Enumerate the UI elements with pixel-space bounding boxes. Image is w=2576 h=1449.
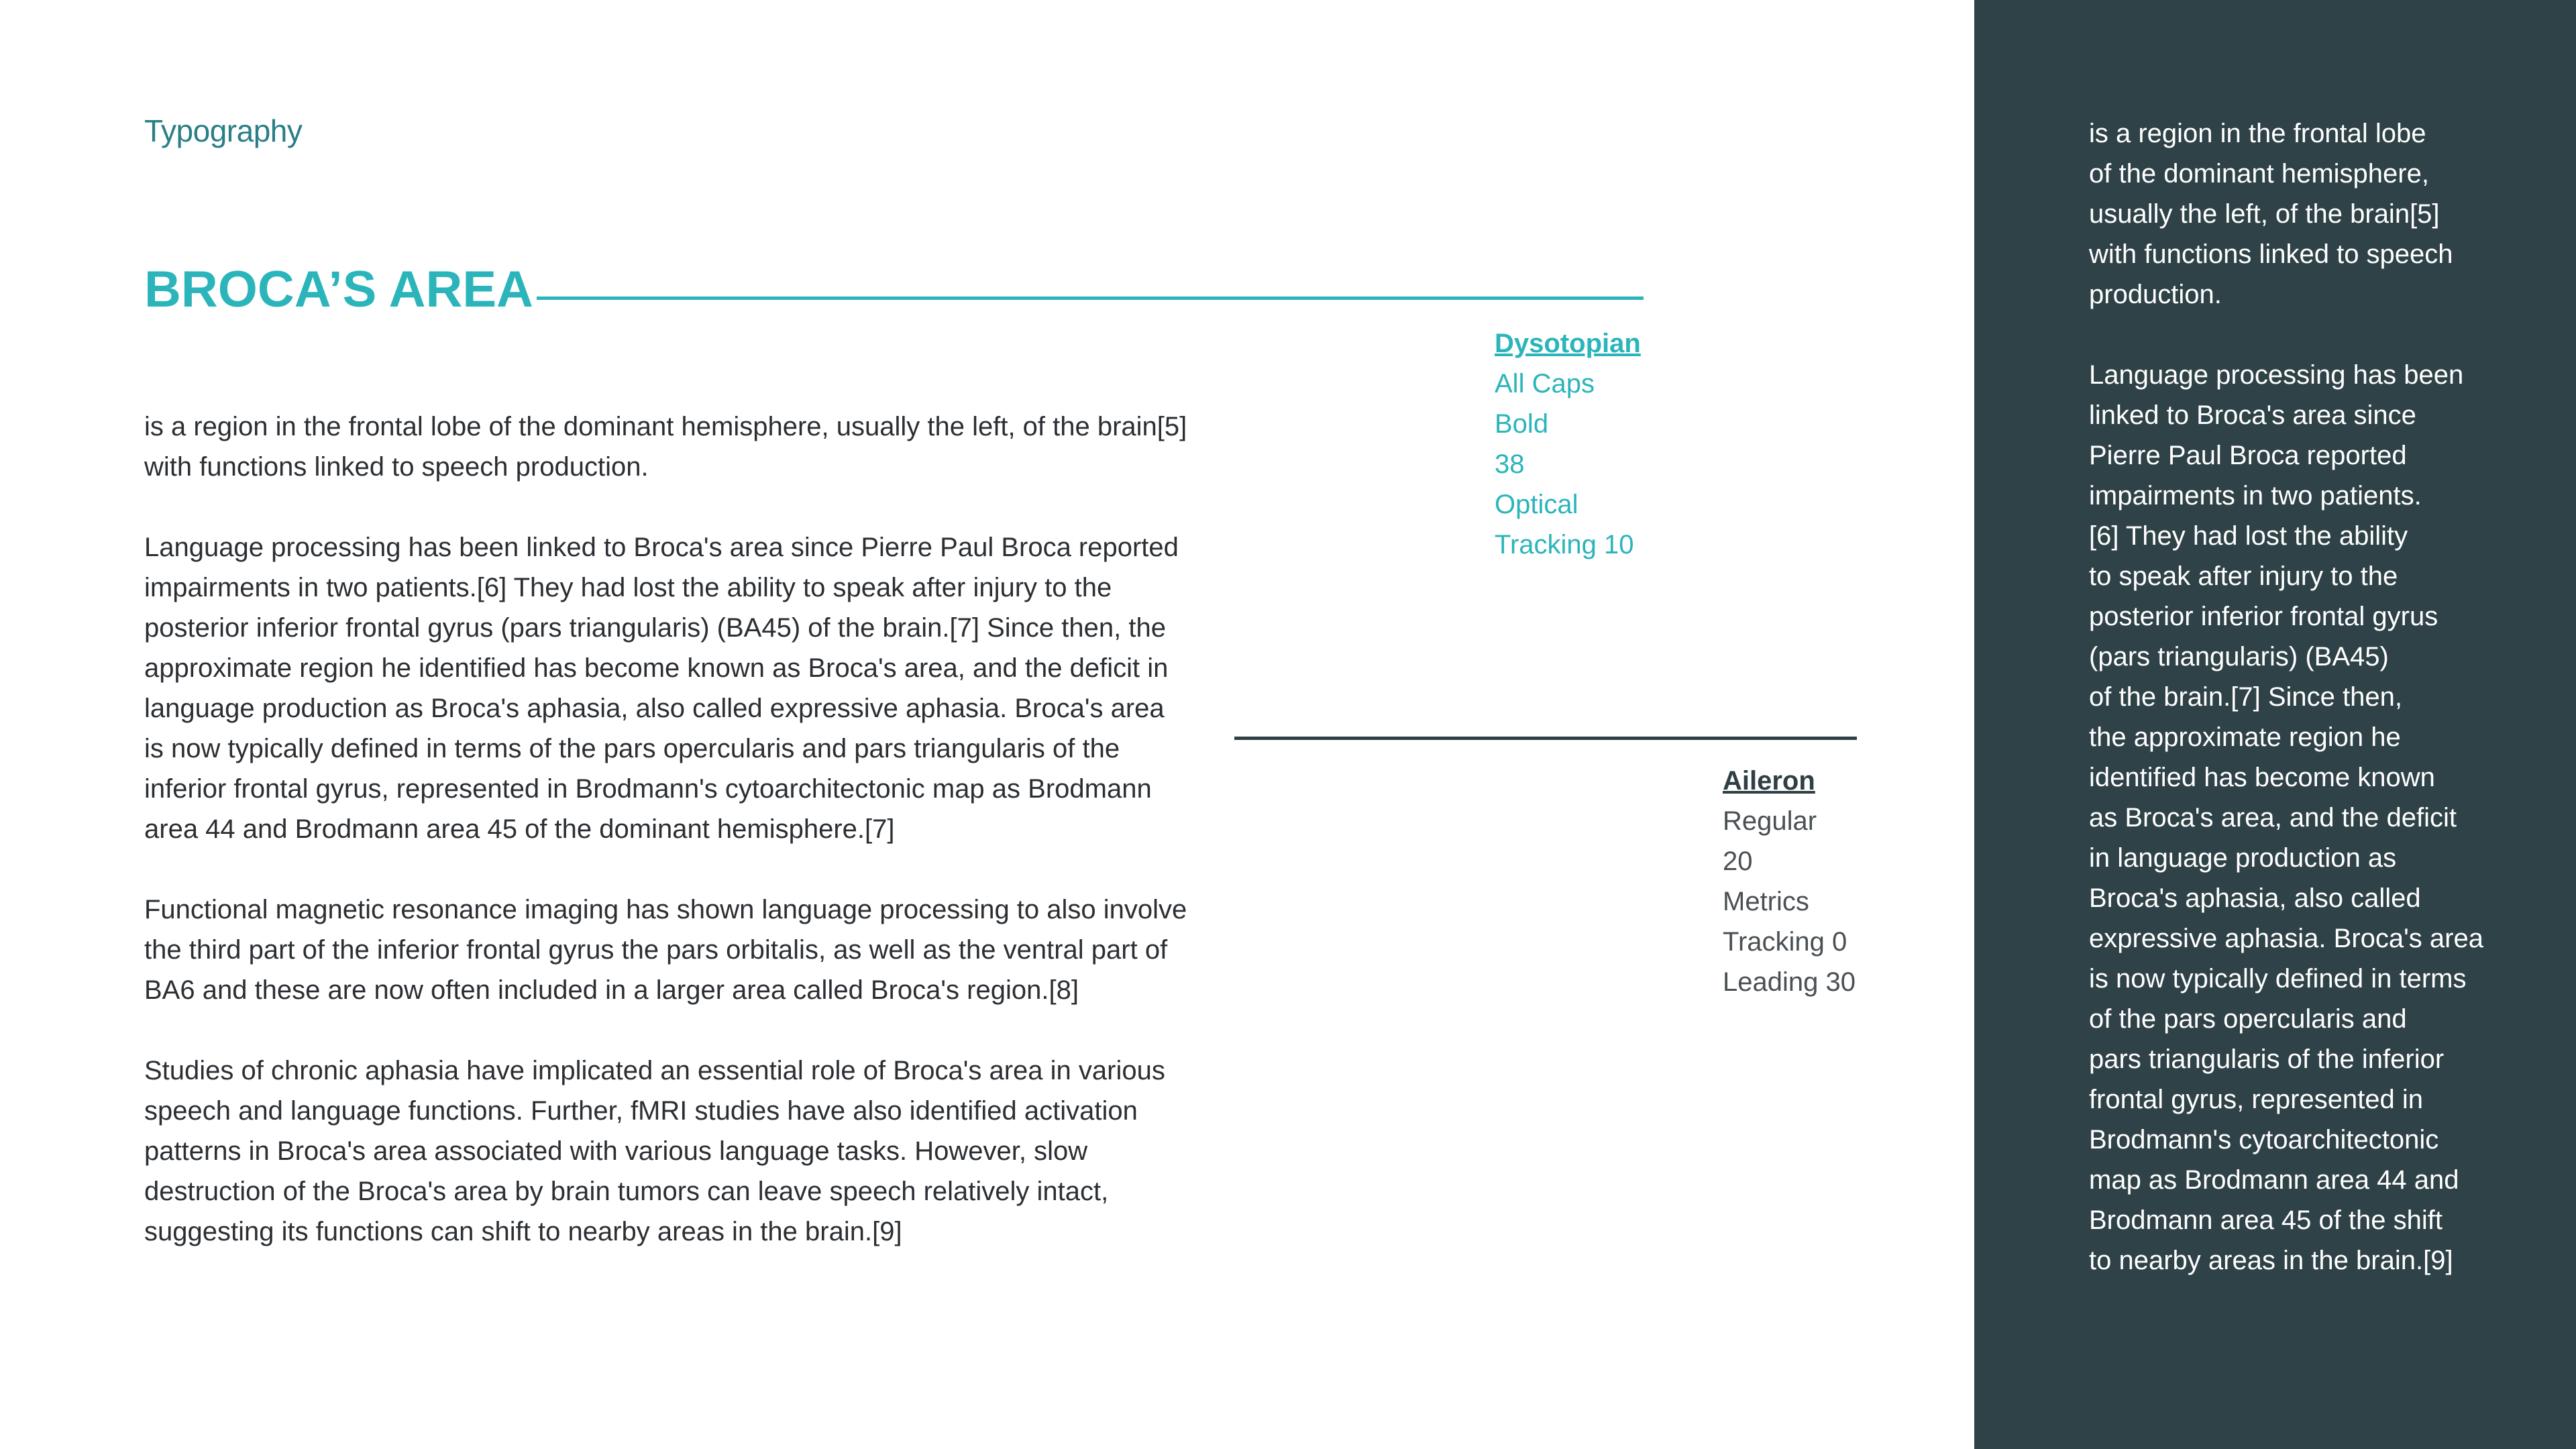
body-font-spec: [1723, 761, 1856, 1002]
side-paragraph-2: [2089, 355, 2572, 1281]
spec-divider: [1234, 737, 1857, 740]
side-line: map as Brodmann area 44 and: [2089, 1165, 2459, 1195]
body-spec-weight: Regular: [1723, 806, 1817, 836]
heading-spec-kerning: Optical: [1495, 490, 1578, 519]
side-line: of the dominant hemisphere,: [2089, 159, 2429, 189]
body-text: [144, 407, 1191, 1292]
heading-font-name: Dysotopian: [1495, 329, 1641, 358]
side-line: expressive aphasia. Broca's area: [2089, 924, 2483, 953]
heading-spec-weight: Bold: [1495, 409, 1549, 439]
side-line: Language processing has been: [2089, 360, 2464, 390]
side-line: pars triangularis of the inferior: [2089, 1044, 2445, 1074]
side-line: the approximate region he: [2089, 722, 2401, 752]
body-paragraph-1: is a region in the frontal lobe of the dominant hemisphere, usually the left, of the brain[5] with functions linked to speech production.: [144, 412, 1187, 482]
side-line: in language production as: [2089, 843, 2397, 873]
heading-spec-size: 38: [1495, 449, 1525, 479]
side-line: Pierre Paul Broca reported: [2089, 441, 2407, 470]
side-line: with functions linked to speech: [2089, 239, 2453, 269]
body-spec-kerning: Metrics: [1723, 887, 1809, 916]
body-paragraph-4: Studies of chronic aphasia have implicated an essential role of Broca's area in various speech and language functions. Further, fMRI studies have also identified activation patterns in Broca's area associated with various language tasks. However, slow destruction of the Broca's area by brain tumors can leave speech relatively intact, suggesting its functions can shift to nearby areas in the brain.[9]: [144, 1056, 1165, 1246]
side-panel-text: [2089, 113, 2572, 1321]
side-line: Broca's aphasia, also called: [2089, 883, 2421, 913]
heading-divider: [537, 297, 1644, 300]
side-line: is a region in the frontal lobe: [2089, 119, 2426, 148]
body-spec-leading: Leading 30: [1723, 967, 1856, 997]
side-line: of the pars opercularis and: [2089, 1004, 2407, 1034]
side-line: as Broca's area, and the deficit: [2089, 803, 2457, 833]
side-line: [6] They had lost the ability: [2089, 521, 2408, 551]
side-line: identified has become known: [2089, 763, 2435, 792]
side-line: Brodmann area 45 of the shift: [2089, 1205, 2443, 1235]
body-paragraph-3: Functional magnetic resonance imaging has shown language processing to also involve the third part of the inferior frontal gyrus the pars orbitalis, as well as the ventral part of BA6 and these are now often included in a larger area called Broca's region.[8]: [144, 895, 1187, 1005]
body-spec-size: 20: [1723, 847, 1753, 876]
section-label: Typography: [144, 113, 303, 148]
side-line: posterior inferior frontal gyrus: [2089, 602, 2438, 631]
page-title: BROCA’S AREA: [144, 261, 533, 318]
heading-spec-case: All Caps: [1495, 369, 1595, 398]
heading-spec-tracking: Tracking 10: [1495, 530, 1634, 559]
side-line: production.: [2089, 280, 2222, 309]
side-line: impairments in two patients.: [2089, 481, 2422, 511]
body-spec-tracking: Tracking 0: [1723, 927, 1847, 957]
side-line: is now typically defined in terms: [2089, 964, 2467, 994]
side-line: to nearby areas in the brain.[9]: [2089, 1246, 2453, 1275]
side-line: of the brain.[7] Since then,: [2089, 682, 2402, 712]
side-paragraph-1: [2089, 113, 2572, 315]
side-line: usually the left, of the brain[5]: [2089, 199, 2440, 229]
side-line: frontal gyrus, represented in: [2089, 1085, 2424, 1114]
side-line: linked to Broca's area since: [2089, 400, 2416, 430]
side-line: to speak after injury to the: [2089, 561, 2398, 591]
side-line: Brodmann's cytoarchitectonic: [2089, 1125, 2439, 1155]
body-paragraph-2: Language processing has been linked to Broca's area since Pierre Paul Broca reported impairments in two patients.[6] They had lost the ability to speak after injury to the posterior inferior frontal gyrus (pars triangularis) (BA45) of the brain.[7] Since then, the approximate region he identified has become known as Broca's area, and the deficit in language production as Broca's aphasia, also called expressive aphasia. Broca's area is now typically defined in terms of the pars opercularis and pars triangularis of the inferior frontal gyrus, represented in Brodmann's cytoarchitectonic map as Brodmann area 44 and Brodmann area 45 of the dominant hemisphere.[7]: [144, 533, 1179, 844]
side-line: (pars triangularis) (BA45): [2089, 642, 2389, 672]
body-font-name: Aileron: [1723, 766, 1815, 796]
heading-font-spec: [1495, 323, 1641, 565]
